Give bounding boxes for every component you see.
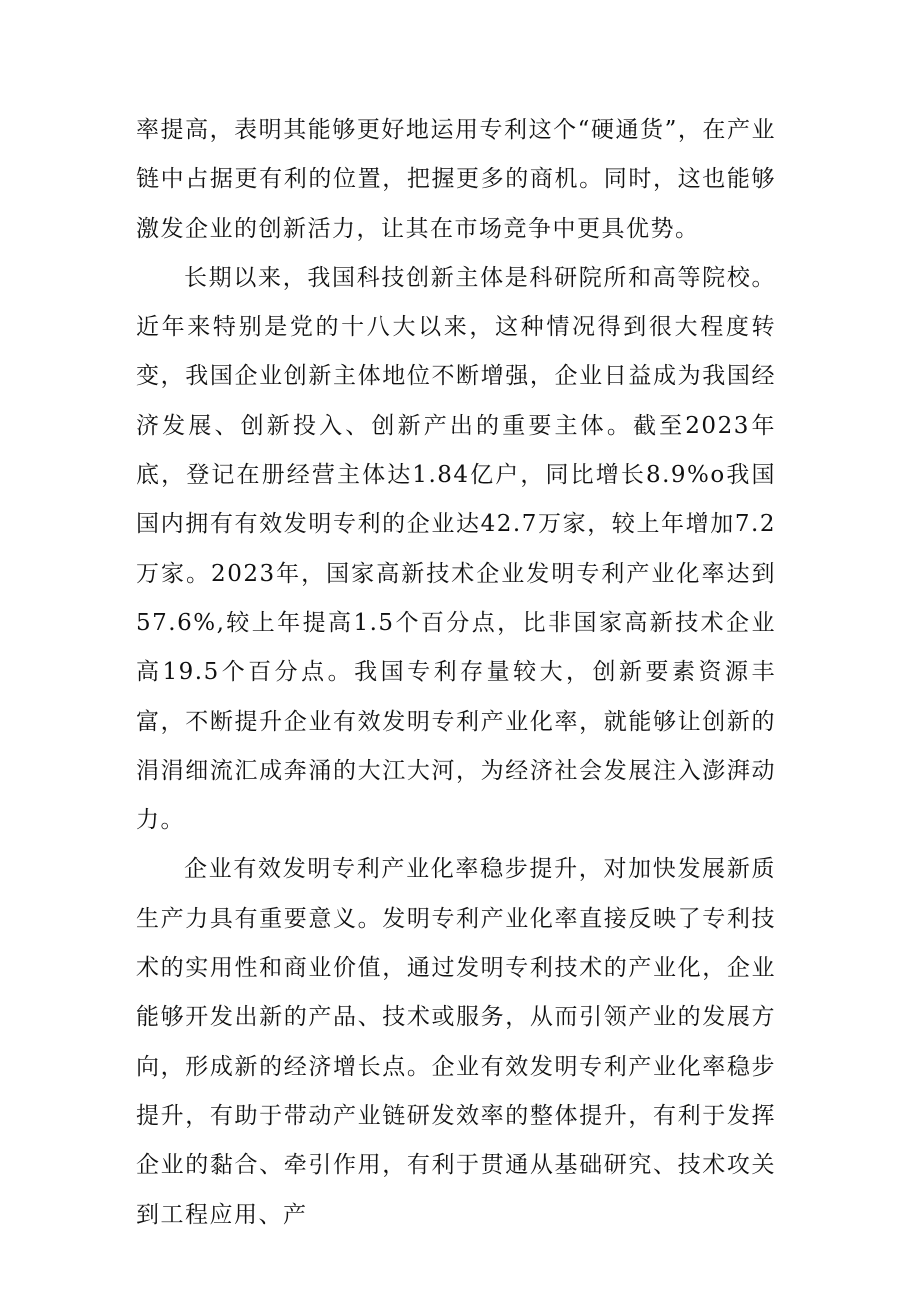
paragraph-2: 长期以来，我国科技创新主体是科研院所和高等院校。近年来特别是党的十八大以来，这种情况得到很大程度转变，我国企业创新主体地位不断增强，企业日益成为我国经济发展、创新投入、创新产出的重要主体。截至2023年底，登记在册经营主体达1.84亿户，同比增长8.9%o我国国内拥有有效发明专利的企业达42.7万家，较上年增加7.2万家。2023年，国家高新技术企业发明专利产业化率达到57.6%,较上年提高1.5个百分点，比非国家高新技术企业高19.5个百分点。我国专利存量较大，创新要素资源丰富，不断提升企业有效发明专利产业化率，就能够让创新的涓涓细流汇成奔涌的大江大河，为经济社会发展注入澎湃动力。 (136, 264, 776, 834)
paragraph-3: 企业有效发明专利产业化率稳步提升，对加快发展新质生产力具有重要意义。发明专利产业化率直接反映了专利技术的实用性和商业价值，通过发明专利技术的产业化，企业能够开发出新的产品、技术或服务，从而引领产业的发展方向，形成新的经济增长点。企业有效发明专利产业化率稳步提升，有助于带动产业链研发效率的整体提升，有利于发挥企业的黏合、牵引作用，有利于贯通从基础研究、技术攻关到工程应用、产 (136, 856, 776, 1228)
paragraph-1: 率提高，表明其能够更好地运用专利这个“硬通货”，在产业链中占据更有利的位置，把握更多的商机。同时，这也能够激发企业的创新活力，让其在市场竞争中更具优势。 (136, 117, 776, 242)
document-body (136, 106, 776, 1240)
